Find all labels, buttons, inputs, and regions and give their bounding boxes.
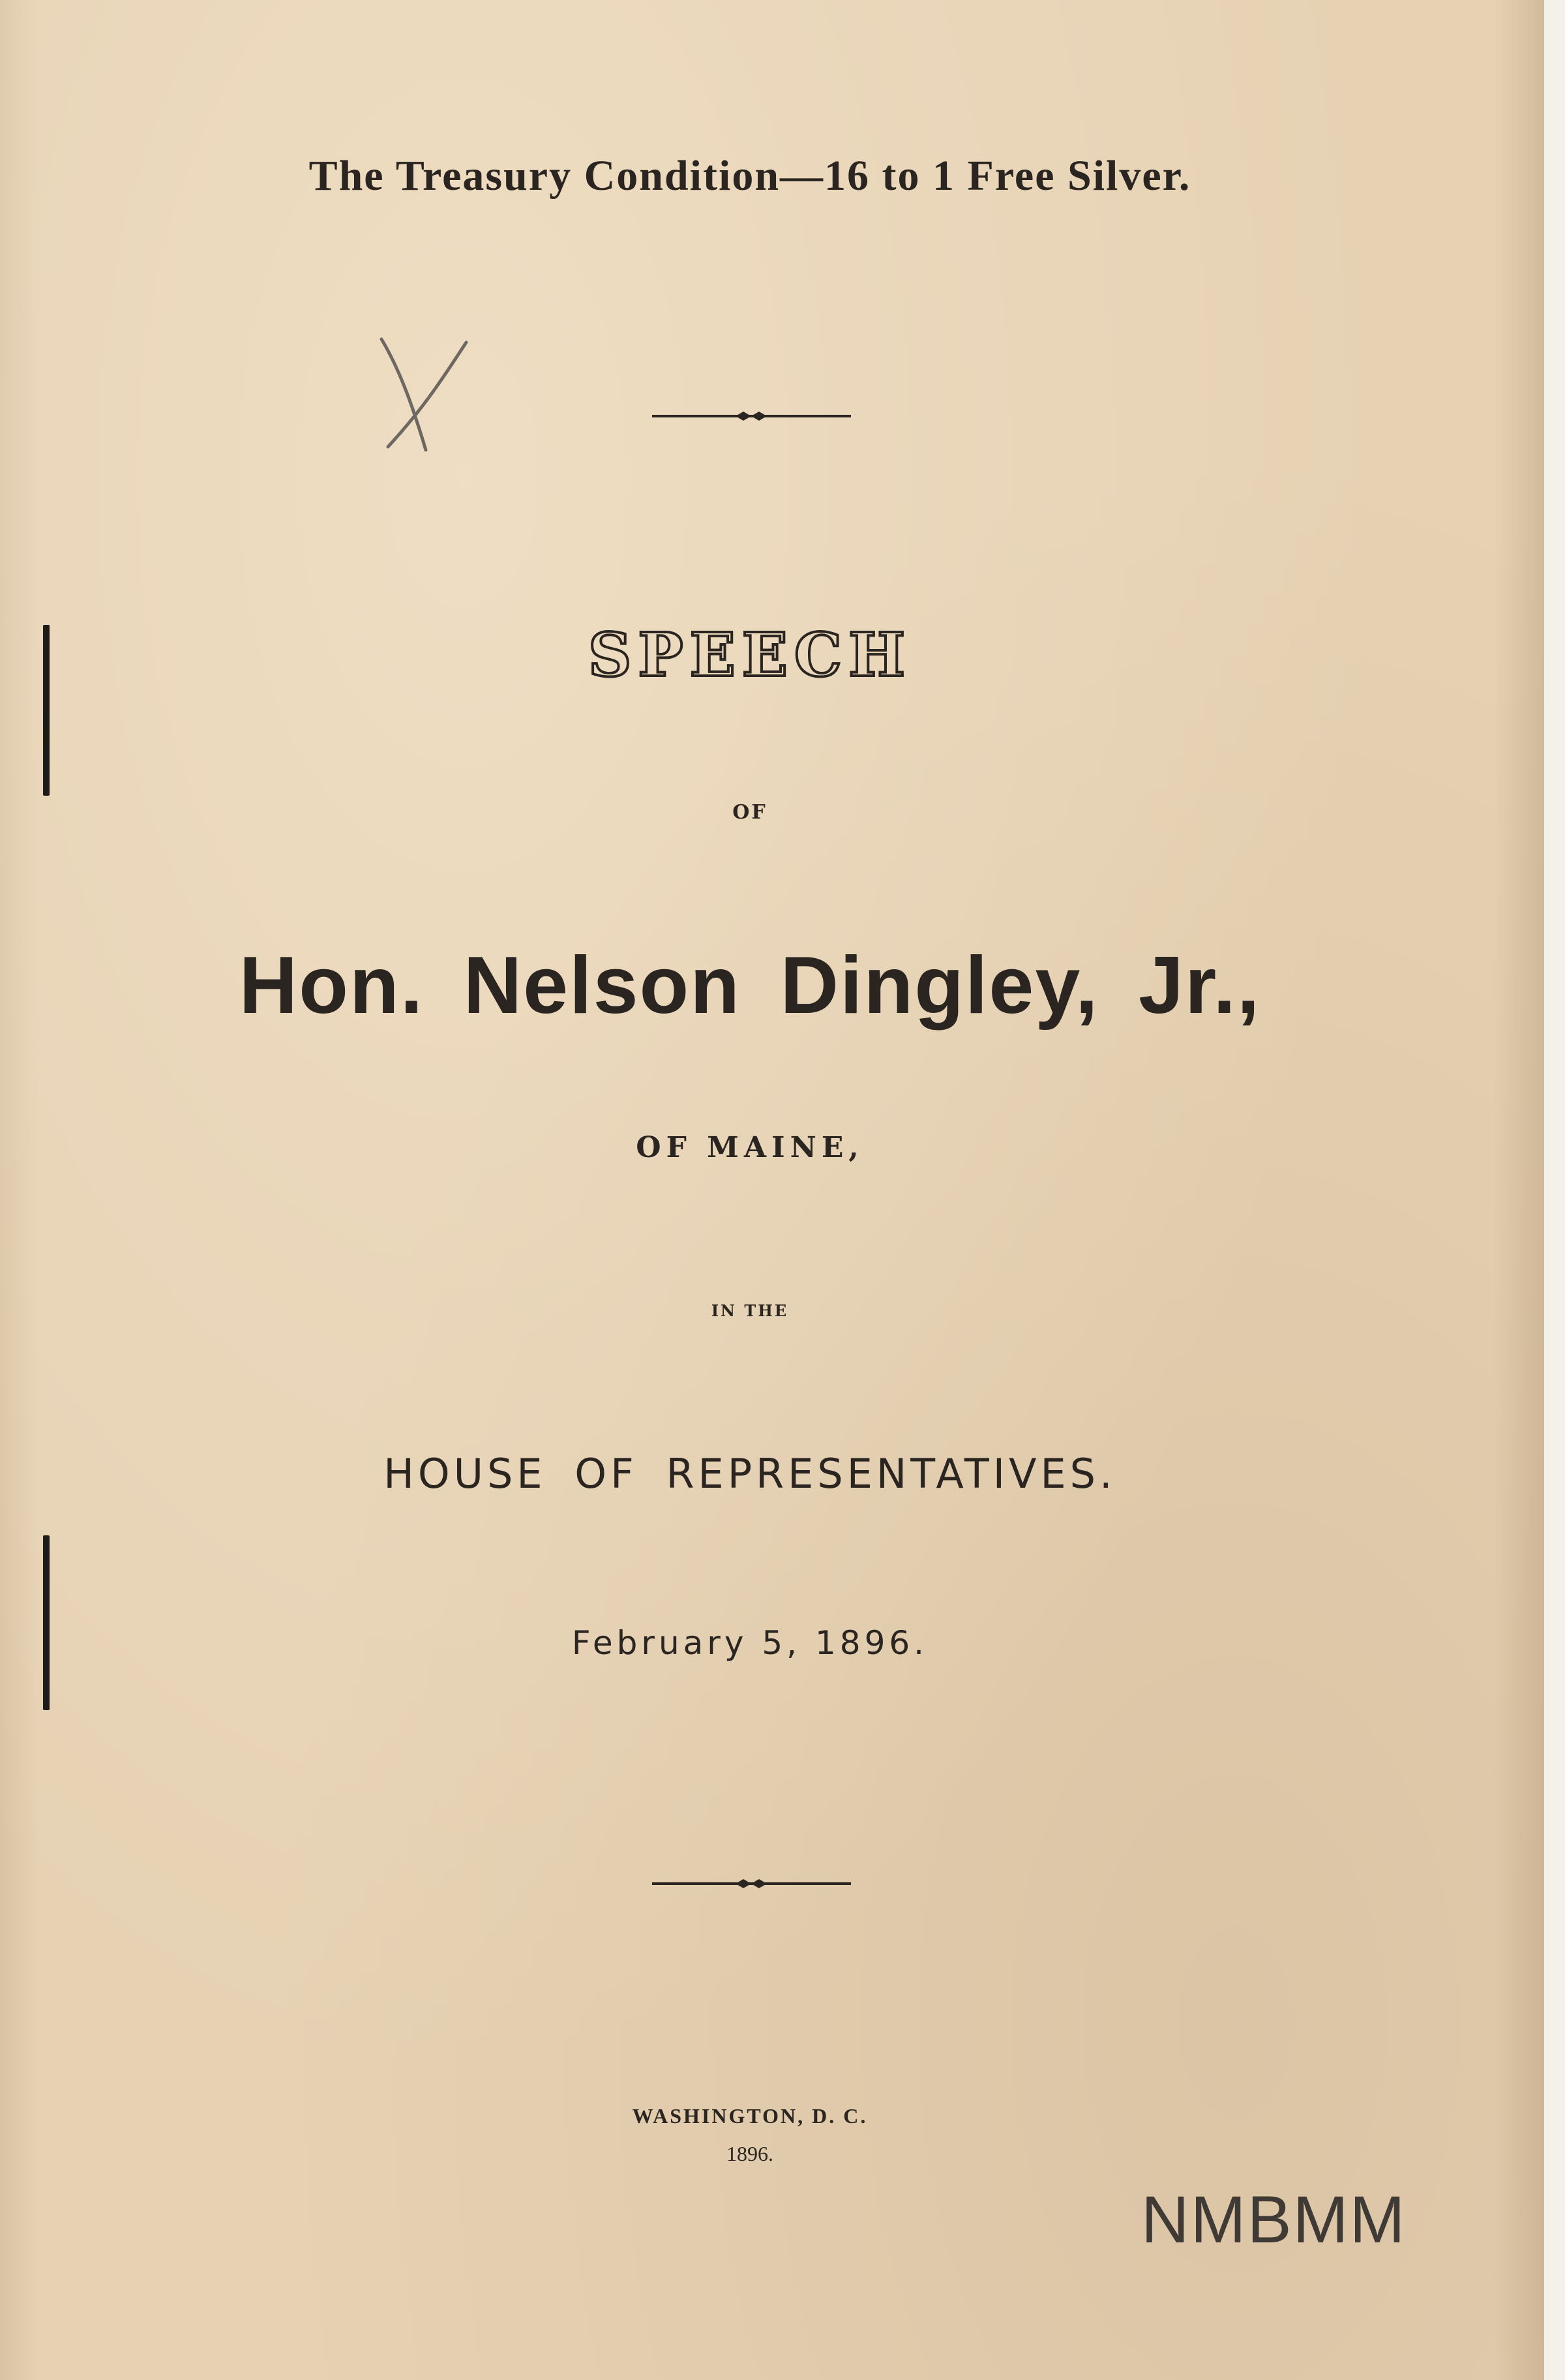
speech-heading: SPEECH [588, 620, 912, 690]
imprint-place: WASHINGTON, D. C. [632, 2104, 868, 2128]
in-the-label: IN THE [711, 1301, 789, 1320]
of-label: OF [732, 801, 768, 824]
scan-background-edge [1544, 0, 1565, 2380]
handwritten-x-mark [375, 333, 473, 457]
chamber-name: HOUSE OF REPRESENTATIVES. [383, 1450, 1116, 1498]
ornamental-rule-top [652, 410, 851, 423]
binding-staple-top [43, 625, 50, 796]
speech-date: February 5, 1896. [571, 1624, 929, 1662]
binding-staple-bottom [43, 1535, 50, 1710]
speaker-state: OF MAINE, [636, 1131, 864, 1164]
header-title: The Treasury Condition—16 to 1 Free Silver. [308, 152, 1191, 200]
imprint-year: 1896. [726, 2142, 773, 2165]
watermark: NMBMM [1141, 2182, 1407, 2257]
ornamental-rule-bottom [652, 1877, 851, 1890]
speaker-name: Hon. Nelson Dingley, Jr., [239, 941, 1261, 1031]
